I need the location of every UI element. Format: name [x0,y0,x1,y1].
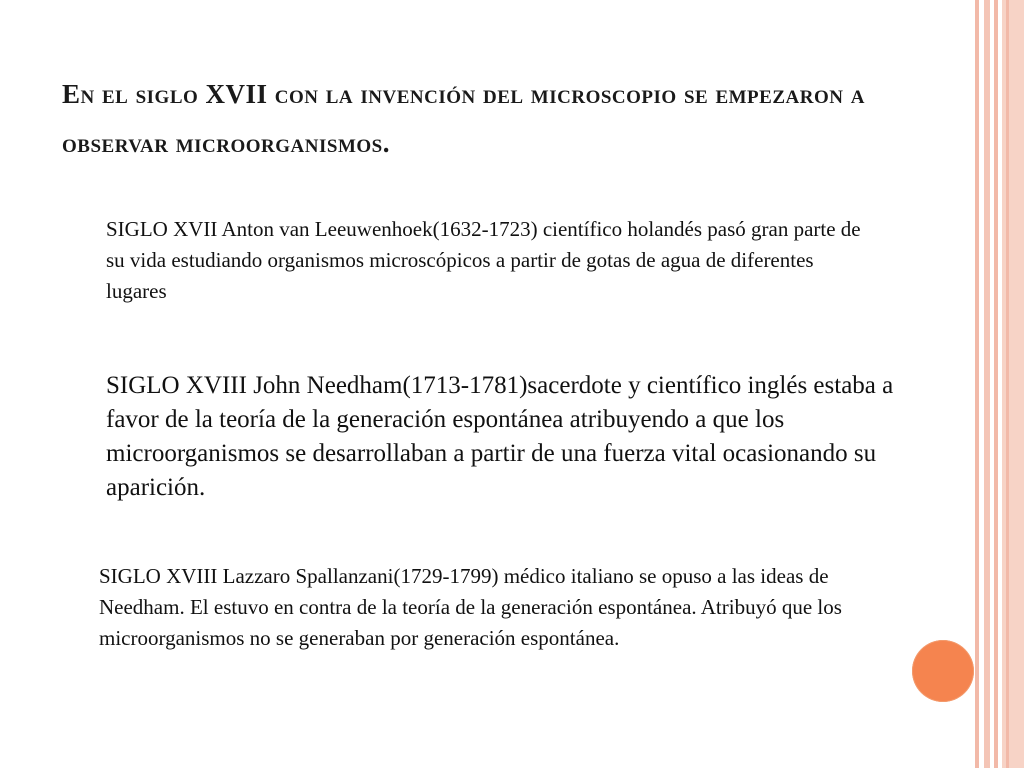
decorative-stripe [1006,0,1009,768]
decorative-stripe [994,0,998,768]
decorative-stripe [984,0,990,768]
slide-title: En el siglo XVII con la invención del microscopio se empezaron a observar microorganismos. [62,79,865,158]
decorative-stripe [975,0,979,768]
decorative-circle [912,640,974,702]
paragraph-spallanzani: SIGLO XVIII Lazzaro Spallanzani(1729-1799) médico italiano se opuso a las ideas de Needham. El estuvo en contra de la teoría de la generación espontánea. Atribuyó que los microorganismos no se generaban por generación espontánea. [99,564,842,650]
paragraph-needham: SIGLO XVIII John Needham(1713-1781)sacerdote y científico inglés estaba a favor de la teoría de la generación espontánea atribuyendo a que los microorganismos se desarrollaban a partir de una fuerza vital ocasionando su aparición. [106,372,894,501]
paragraph-leeuwenhoek: SIGLO XVII Anton van Leeuwenhoek(1632-1723) científico holandés pasó gran parte de su vida estudiando organismos microscópicos a partir de gotas de agua de diferentes lugares [106,217,861,303]
